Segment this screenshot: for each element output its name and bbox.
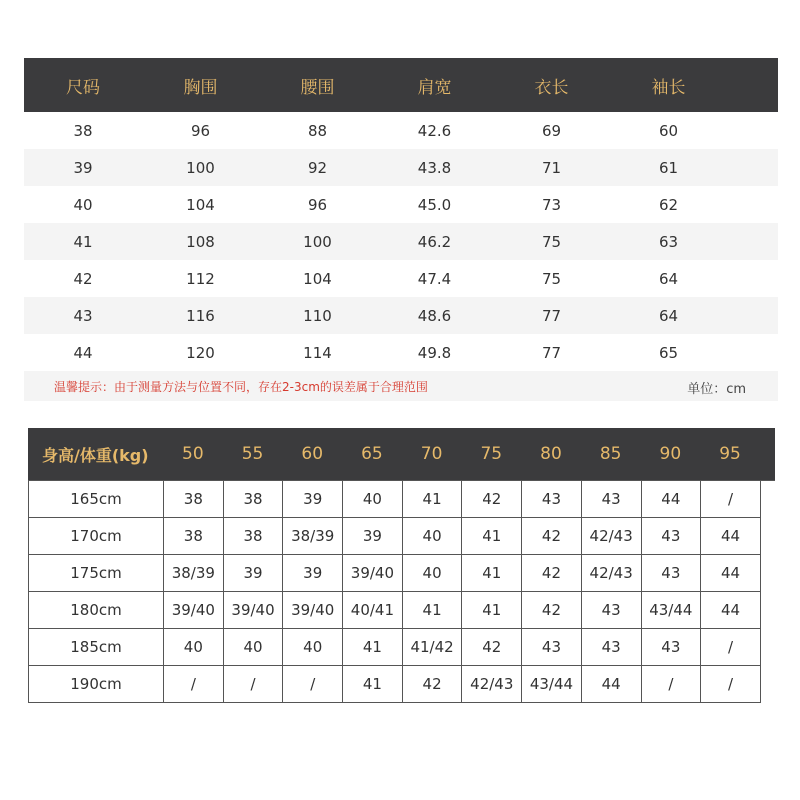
size-cell: 63 [658,232,679,251]
fit-size-cell: 42 [403,666,463,703]
height-cell: 165cm [29,481,164,518]
fit-size-cell: 42 [522,518,582,555]
fit-size-cell: 41 [462,518,522,555]
fit-size-cell: 44 [701,518,761,555]
fit-size-cell: 41 [403,592,463,629]
header-weight: 70 [420,444,443,464]
size-cell: 104 [186,195,215,214]
fit-size-cell: 38 [224,481,284,518]
header-waist: 腰围 [300,77,335,98]
fit-size-cell: 42/43 [462,666,522,703]
fit-row [29,666,775,703]
size-cell: 64 [658,306,679,325]
size-cell: 42 [73,269,93,288]
size-row [24,149,778,186]
fit-size-cell: 43 [642,629,702,666]
size-chart-header [24,58,778,112]
fit-size-cell: 42 [462,629,522,666]
fit-size-cell: 42 [522,592,582,629]
header-weight: 50 [182,444,204,464]
fit-size-cell: / [701,666,761,703]
fit-size-cell: / [224,666,284,703]
size-cell: 41 [73,232,93,251]
fit-size-cell: 42/43 [582,555,642,592]
size-cell: 73 [541,195,562,214]
header-weight: 90 [659,444,682,464]
header-sleeve: 袖长 [651,77,686,98]
fit-size-cell: 39 [343,518,403,555]
fit-size-cell: / [642,666,702,703]
fit-size-cell: 39/40 [224,592,284,629]
fit-size-cell: / [701,629,761,666]
fit-size-cell: 39/40 [164,592,224,629]
fit-size-cell: 41/42 [403,629,463,666]
size-cell: 45.0 [417,195,452,214]
fit-size-cell: 39 [224,555,284,592]
fit-size-cell: 41 [343,629,403,666]
size-row [24,186,778,223]
header-height-weight: 身高/体重(kg) [42,445,149,465]
header-weight: 65 [361,444,383,464]
size-cell: 108 [186,232,215,251]
fit-size-cell: 43/44 [642,592,702,629]
fit-recommendation-table [28,428,775,703]
fit-size-cell: 41 [343,666,403,703]
fit-size-cell: 42 [522,555,582,592]
size-cell: 69 [541,121,562,140]
unit-label: 单位：cm [687,382,746,397]
height-cell: 175cm [29,555,164,592]
size-cell: 47.4 [417,269,452,288]
header-weight: 55 [241,444,264,464]
size-cell: 46.2 [417,232,452,251]
size-cell: 43 [73,306,93,325]
header-weight: 95 [719,444,741,464]
fit-size-cell: 44 [701,555,761,592]
fit-size-cell: 43 [642,518,702,555]
fit-size-cell: 43 [522,481,582,518]
size-cell: 112 [186,269,215,288]
fit-size-cell: 40 [403,555,463,592]
fit-row [29,518,775,555]
fit-size-cell: 41 [462,555,522,592]
fit-size-cell: 40/41 [343,592,403,629]
fit-size-cell: / [701,481,761,518]
fit-table-header [28,428,775,480]
size-cell: 42.6 [417,121,452,140]
header-chest: 胸围 [183,77,218,98]
size-cell: 92 [307,158,328,177]
height-cell: 190cm [29,666,164,703]
size-cell: 39 [73,158,93,177]
size-chart-note-bar [24,371,778,401]
size-row [24,334,778,371]
fit-size-cell: 40 [224,629,284,666]
size-cell: 75 [541,269,562,288]
size-cell: 71 [541,158,562,177]
header-size: 尺码 [66,77,100,98]
fit-size-cell: 43 [582,629,642,666]
size-cell: 44 [73,343,93,362]
size-cell: 104 [303,269,332,288]
fit-size-cell: 39/40 [283,592,343,629]
header-weight: 60 [301,444,324,464]
fit-row [29,592,775,629]
fit-size-cell: / [164,666,224,703]
size-cell: 60 [658,121,679,140]
size-cell: 88 [307,121,328,140]
fit-size-cell: 39 [283,481,343,518]
header-weight: 75 [480,444,503,464]
size-cell: 116 [186,306,215,325]
size-cell: 77 [541,306,562,325]
header-length: 衣长 [534,77,569,98]
size-cell: 49.8 [417,343,452,362]
size-cell: 65 [658,343,679,362]
size-cell: 43.8 [417,158,452,177]
header-weight: 80 [540,444,562,464]
size-cell: 75 [541,232,562,251]
fit-size-cell: 44 [701,592,761,629]
size-cell: 120 [186,343,215,362]
size-cell: 100 [303,232,332,251]
fit-size-cell: 43 [582,592,642,629]
size-cell: 62 [658,195,679,214]
size-row [24,297,778,334]
size-cell: 61 [658,158,679,177]
size-cell: 64 [658,269,679,288]
fit-size-cell: 38/39 [283,518,343,555]
measurement-note: 温馨提示：由于测量方法与位置不同，存在2-3cm的误差属于合理范围 [54,380,428,394]
fit-size-cell: 43/44 [522,666,582,703]
header-weight: 85 [599,444,622,464]
size-cell: 110 [303,306,332,325]
size-cell: 77 [541,343,562,362]
fit-size-cell: 44 [582,666,642,703]
size-chart-body [24,112,778,371]
height-cell: 180cm [29,592,164,629]
fit-table-body [28,480,775,703]
fit-size-cell: 41 [403,481,463,518]
fit-size-cell: 43 [582,481,642,518]
header-shoulder: 肩宽 [417,77,452,98]
fit-size-cell: 38 [164,481,224,518]
size-cell: 40 [73,195,93,214]
size-cell: 38 [73,121,93,140]
fit-size-cell: 42/43 [582,518,642,555]
fit-size-cell: 43 [642,555,702,592]
fit-size-cell: 42 [462,481,522,518]
height-cell: 170cm [29,518,164,555]
fit-row [29,555,775,592]
fit-size-cell: 38 [164,518,224,555]
size-row [24,260,778,297]
size-cell: 100 [186,158,215,177]
fit-size-cell: 40 [283,629,343,666]
fit-size-cell: 44 [642,481,702,518]
fit-row [29,481,775,518]
size-row [24,223,778,260]
size-row [24,112,778,149]
fit-size-cell: 43 [522,629,582,666]
fit-size-cell: 40 [164,629,224,666]
size-cell: 96 [307,195,328,214]
size-cell: 48.6 [417,306,452,325]
fit-size-cell: 39/40 [343,555,403,592]
fit-size-cell: 41 [462,592,522,629]
height-cell: 185cm [29,629,164,666]
fit-size-cell: 38/39 [164,555,224,592]
fit-size-cell: 40 [403,518,463,555]
size-chart-table [24,58,778,401]
fit-size-cell: 40 [343,481,403,518]
fit-size-cell: 38 [224,518,284,555]
fit-size-cell: / [283,666,343,703]
fit-size-cell: 39 [283,555,343,592]
fit-row [29,629,775,666]
size-cell: 114 [303,343,332,362]
size-cell: 96 [190,121,211,140]
